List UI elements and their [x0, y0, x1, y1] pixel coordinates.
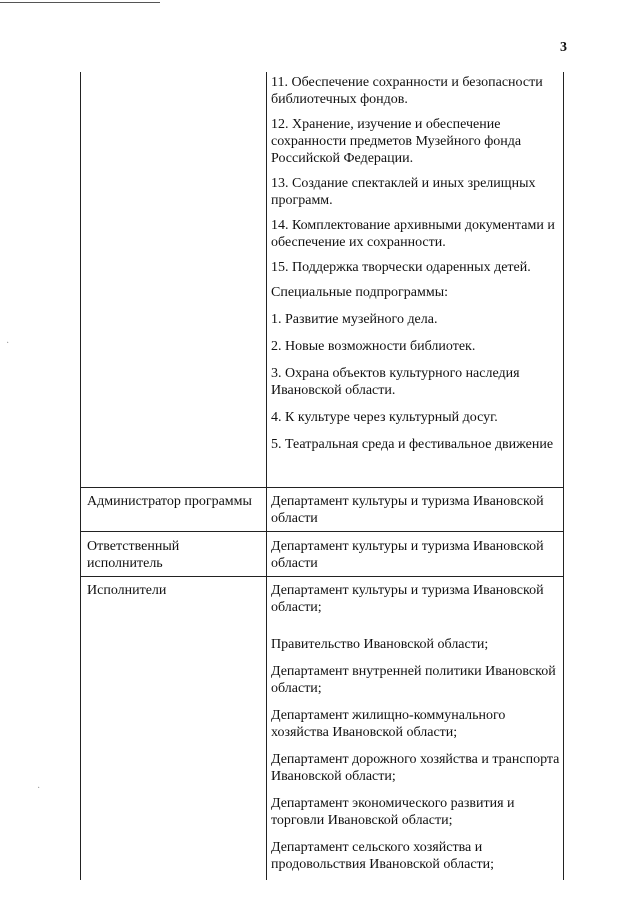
executor-item: Департамент жилищно-коммунального хозяйства Ивановской области;	[271, 708, 506, 740]
administrator-label: Администратор программы	[87, 494, 252, 509]
administrator-value: Департамент культуры и туризма Ивановской области	[271, 494, 544, 526]
executor-item: Правительство Ивановской области;	[271, 637, 489, 652]
row-divider-administrator	[80, 487, 564, 488]
subprogram-item-1: 1. Развитие музейного дела.	[271, 312, 438, 327]
executors-list	[271, 582, 565, 873]
responsible-label: Ответственный исполнитель	[87, 539, 180, 571]
goals-cell	[271, 74, 565, 453]
executor-item: Департамент сельского хозяйства и продовольствия Ивановской области;	[271, 840, 495, 872]
goal-item-14: 14. Комплектование архивными документами и обеспечение их сохранности.	[271, 218, 555, 250]
executors-label: Исполнители	[87, 583, 167, 598]
scan-speck: ·	[6, 338, 10, 349]
subprogram-item-3: 3. Охрана объектов культурного наследия Ивановской области.	[271, 366, 520, 398]
special-subprograms-heading: Специальные подпрограммы:	[271, 285, 449, 300]
goal-item-12: 12. Хранение, изучение и обеспечение сохранности предметов Музейного фонда Российской Федерации.	[271, 117, 522, 166]
goal-item-11: 11. Обеспечение сохранности и безопасности библиотечных фондов.	[271, 75, 543, 107]
executor-item: Департамент внутренней политики Ивановской области;	[271, 664, 556, 696]
executor-item: Департамент экономического развития и торговли Ивановской области;	[271, 796, 515, 828]
page-number: 3	[560, 40, 567, 55]
goal-item-15: 15. Поддержка творчески одаренных детей.	[271, 260, 531, 275]
row-divider-responsible	[80, 531, 564, 532]
executor-item: Департамент культуры и туризма Ивановской области;	[271, 583, 544, 615]
responsible-value: Департамент культуры и туризма Ивановской области	[271, 539, 544, 571]
goal-item-13: 13. Создание спектаклей и иных зрелищных программ.	[271, 176, 536, 208]
table-column-divider	[266, 72, 267, 880]
table-left-border	[80, 72, 81, 880]
subprogram-item-4: 4. К культуре через культурный досуг.	[271, 410, 498, 425]
subprogram-item-2: 2. Новые возможности библиотек.	[271, 339, 476, 354]
row-divider-executors	[80, 576, 564, 577]
subprogram-item-5: 5. Театральная среда и фестивальное движение	[271, 437, 554, 452]
top-rule	[0, 2, 160, 3]
executor-item: Департамент дорожного хозяйства и транспорта Ивановской области;	[271, 752, 560, 784]
scan-speck: ·	[37, 783, 41, 794]
